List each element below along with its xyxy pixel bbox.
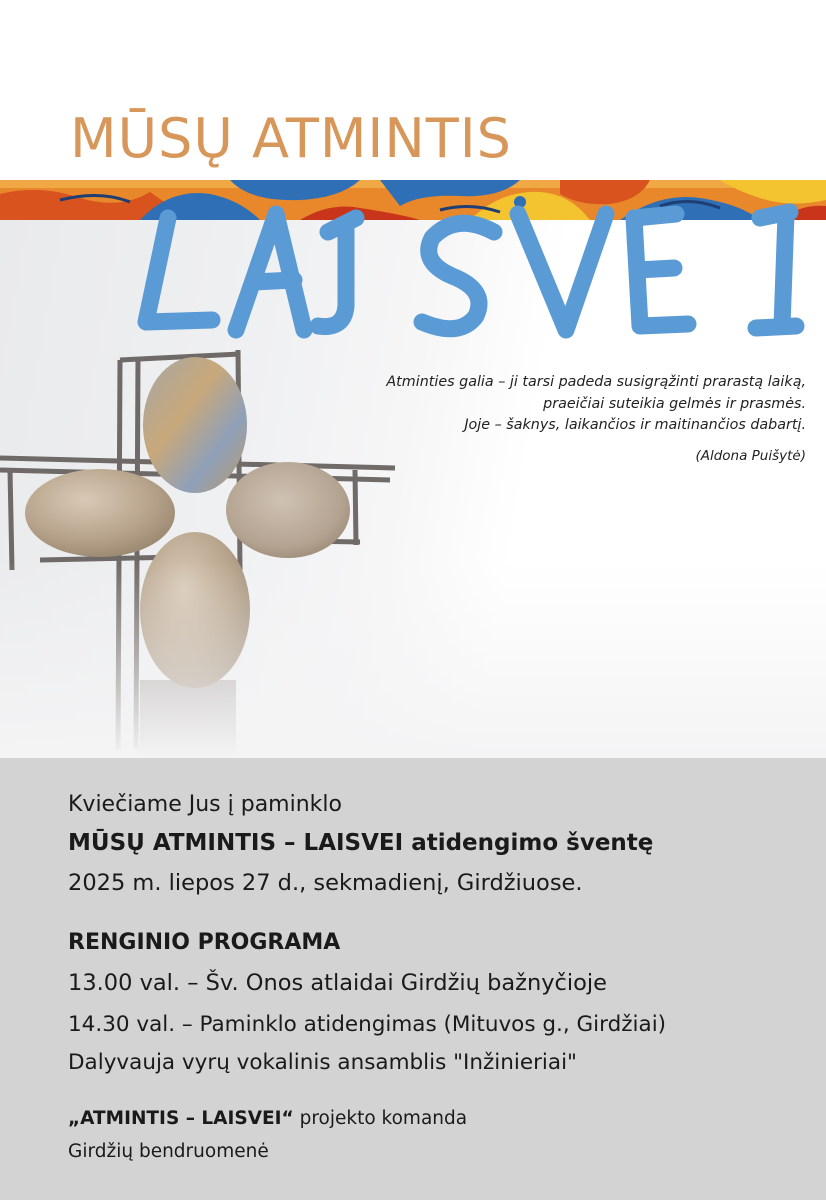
- program-heading: RENGINIO PROGRAMA: [68, 930, 341, 955]
- quote-author: (Aldona Puišytė): [695, 447, 806, 464]
- program-item: Dalyvauja vyrų vokalinis ansamblis "Inžinieriai": [68, 1050, 577, 1075]
- project-team: [68, 1108, 467, 1129]
- quote-block: [246, 372, 806, 467]
- photo-fade-overlay: [0, 560, 826, 758]
- quote-line: praeičiai suteikia gelmės ir prasmės.: [543, 395, 806, 412]
- program-item: 14.30 val. – Paminklo atidengimas (Mituvos g., Girdžiai): [68, 1012, 667, 1037]
- project-team-suffix: projekto komanda: [293, 1108, 468, 1129]
- program-item: 13.00 val. – Šv. Onos atlaidai Girdžių bažnyčioje: [68, 970, 608, 996]
- invitation-intro: Kviečiame Jus į paminklo: [68, 792, 342, 817]
- community-name: Girdžių bendruomenė: [68, 1141, 269, 1162]
- painted-strip: [0, 180, 826, 220]
- project-team-name: „ATMINTIS – LAISVEI“: [68, 1108, 294, 1129]
- event-date: 2025 m. liepos 27 d., sekmadienį, Girdžiuose.: [68, 870, 583, 896]
- event-title: MŪSŲ ATMINTIS – LAISVEI atidengimo šventę: [68, 830, 654, 856]
- musu-atmintis-title: MŪSŲ ATMINTIS: [70, 107, 512, 170]
- quote-line: Atminties galia – ji tarsi padeda susigrąžinti prarastą laiką,: [386, 374, 806, 390]
- quote-line: Joje – šaknys, laikančios ir maitinančios dabartį.: [464, 417, 806, 433]
